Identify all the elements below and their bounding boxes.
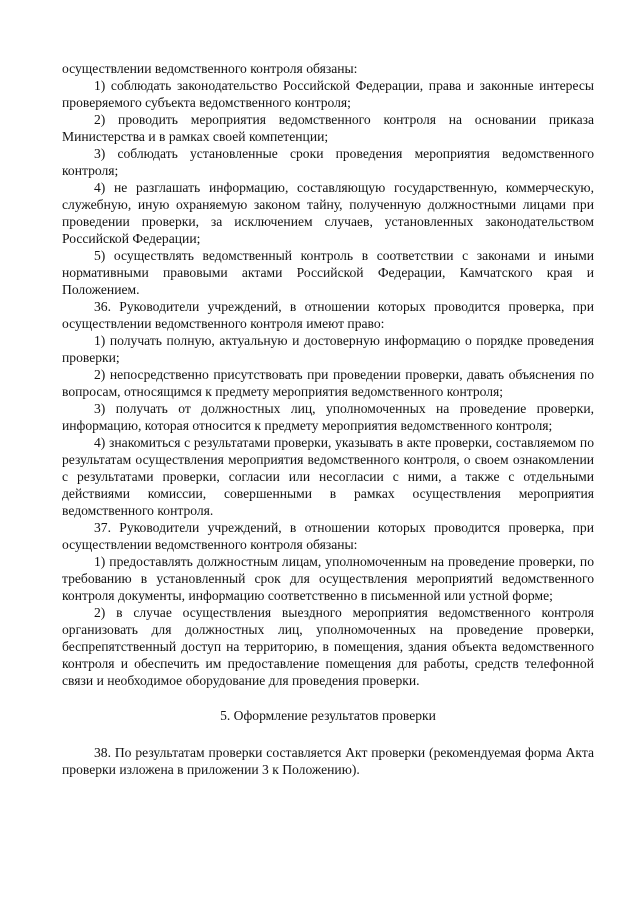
paragraph-37: 37. Руководители учреждений, в отношении которых проводится проверка, при осуществлении ведомственного контроля обязаны: (62, 520, 594, 552)
paragraph-continuation: осуществлении ведомственного контроля обязаны: (62, 61, 358, 76)
paragraph-38: 38. По результатам проверки составляется Акт проверки (рекомендуемая форма Акта проверки изложена в приложении 3 к Положению). (62, 745, 594, 777)
list-item: 4) не разглашать информацию, составляющую государственную, коммерческую, служебную, иную охраняемую законом тайну, полученную должностными лицами при проведении проверки, за исключением случаев, установленных законодательством Российской Федерации; (62, 180, 594, 246)
list-item: 5) осуществлять ведомственный контроль в соответствии с законами и иными нормативными правовыми актами Российской Федерации, Камчатского края и Положением. (62, 248, 594, 297)
list-item: 4) знакомиться с результатами проверки, указывать в акте проверки, составляемом по результатам осуществления мероприятия ведомственного контроля, о своем ознакомлении с результатами проверки, согласии или несогласии с ними, а также с отдельными действиями комиссии, совершенными в рамках осуществления мероприятия ведомственного контроля. (62, 435, 594, 518)
list-item: 1) соблюдать законодательство Российской Федерации, права и законные интересы проверяемого субъекта ведомственного контроля; (62, 78, 594, 110)
list-item: 1) получать полную, актуальную и достоверную информацию о порядке проведения проверки; (62, 333, 594, 365)
list-item: 2) непосредственно присутствовать при проведении проверки, давать объяснения по вопросам, относящимся к предмету мероприятия ведомственного контроля; (62, 367, 594, 399)
list-item: 3) соблюдать установленные сроки проведения мероприятия ведомственного контроля; (62, 146, 594, 178)
list-item: 3) получать от должностных лиц, уполномоченных на проведение проверки, информацию, которая относится к предмету мероприятия ведомственного контроля; (62, 401, 594, 433)
paragraph-36: 36. Руководители учреждений, в отношении которых проводится проверка, при осуществлении ведомственного контроля имеют право: (62, 299, 594, 331)
document-page (62, 60, 594, 778)
list-item: 2) проводить мероприятия ведомственного контроля на основании приказа Министерства и в рамках своей компетенции; (62, 112, 594, 144)
list-item: 1) предоставлять должностным лицам, уполномоченным на проведение проверки, по требованию в установленный срок для осуществления мероприятий ведомственного контроля документы, информацию соответственно в письменной или устной форме; (62, 554, 594, 603)
section-heading: 5. Оформление результатов проверки (220, 708, 436, 723)
list-item: 2) в случае осуществления выездного мероприятия ведомственного контроля организовать для должностных лиц, уполномоченных на проведение проверки, беспрепятственный доступ на территорию, в помещения, здания объекта ведомственного контроля и обеспечить им предоставление помещения для работы, средств телефонной связи и необходимое оборудование для проведения проверки. (62, 605, 594, 688)
